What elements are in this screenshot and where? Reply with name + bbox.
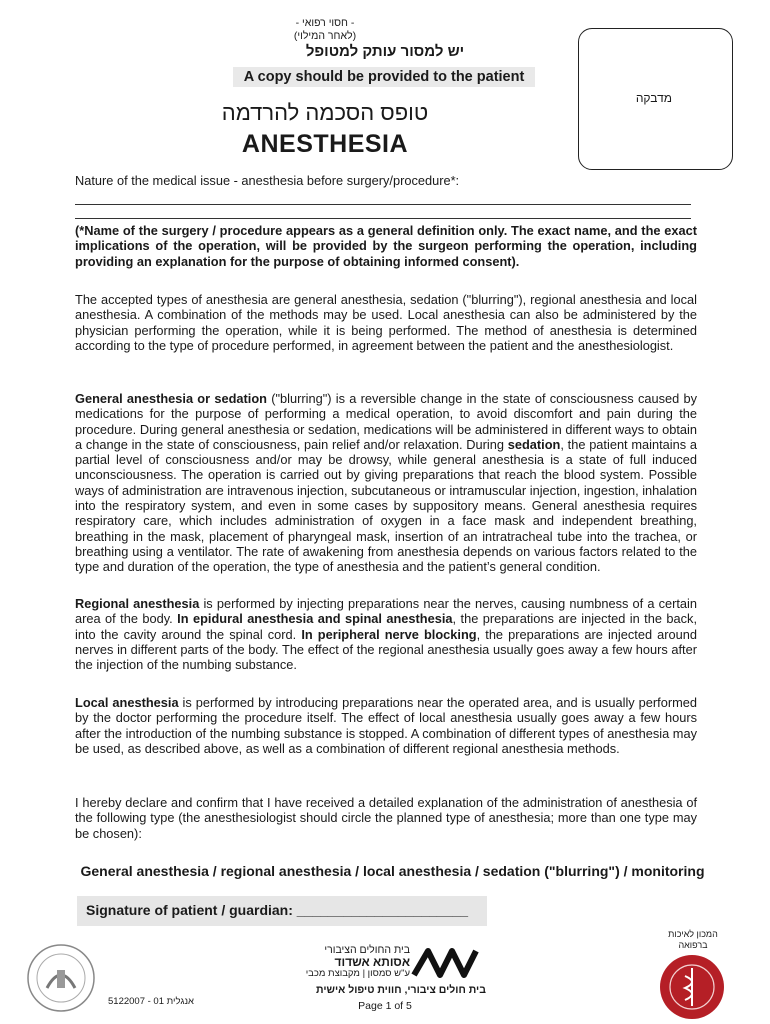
copy-notice-hebrew: יש למסור עותק למטופל <box>305 43 465 60</box>
anesthesiology-society-seal-icon <box>25 942 97 1014</box>
local-anesthesia-term: Local anesthesia <box>75 695 179 710</box>
regional-anesthesia-paragraph: Regional anesthesia is performed by injecting preparations near the nerves, causing numbness of a certain area of the body. In epidural anesthesia and spinal anesthesia, the preparations are injected in the back, into the cavity around the spinal cord. In peripheral nerve blocking, the preparations are injected around nerves in different parts of the body. The effect of the regional anesthesia usually goes away a few hours after the injection of the numbing substance. <box>75 596 698 673</box>
hospital-logo-icon <box>410 945 480 979</box>
form-title: ANESTHESIA <box>241 130 409 158</box>
sticker-label: מדבקה <box>635 91 672 105</box>
anesthesia-type-options[interactable]: General anesthesia / regional anesthesia / local anesthesia / sedation ("blurring") / monitoring <box>80 863 705 879</box>
procedure-note: (*Name of the surgery / procedure appears as a general definition only. The exact name, and the exact implications of the operation, will be provided by the surgeon performing the operation, including providing an explanation for the purpose of obtaining informed consent). <box>75 223 697 269</box>
epidural-term: In epidural anesthesia and spinal anesthesia <box>177 611 453 627</box>
patient-sticker-box <box>578 28 733 170</box>
procedure-line-1[interactable] <box>75 204 691 205</box>
peripheral-term: In peripheral nerve blocking <box>301 626 477 642</box>
hospital-name-block <box>300 944 410 980</box>
procedure-line-2[interactable] <box>75 218 691 219</box>
intro-paragraph: The accepted types of anesthesia are general anesthesia, sedation ("blurring"), regional anesthesia and local anesthesia. A combination of the methods may be used. Local anesthesia can also be administered by the physician performing the operation, while it is being performed. The method of anesthesia is determined according to the type of procedure performed, in agreement between the patient and the anesthesiologist. <box>75 292 697 353</box>
page-number: Page 1 of 5 <box>358 1000 412 1012</box>
nature-label: Nature of the medical issue - anesthesia before surgery/procedure*: <box>75 173 460 188</box>
hospital-name: אסותא אשדוד <box>334 955 410 969</box>
confidential-label: - חסוי רפואי - <box>295 17 355 29</box>
declaration-paragraph: I hereby declare and confirm that I have received a detailed explanation of the administration of anesthesia of the following type (the anesthesiologist should circle the planned type of anesthesia; more than one type may be chosen): <box>75 795 697 841</box>
hospital-tagline: בית חולים ציבורי, חווית טיפול אישית <box>316 984 486 996</box>
form-title-hebrew: טופס הסכמה להרדמה <box>221 100 429 125</box>
signature-field[interactable]: Signature of patient / guardian: ______________________ <box>77 896 487 926</box>
copy-notice-english: A copy should be provided to the patient <box>233 67 535 87</box>
hospital-public-label: בית החולים הציבורי <box>324 944 410 956</box>
after-fill-label: (לאחר המילוי) <box>293 30 357 42</box>
hospital-subtitle: ע"ש סמסון | מקבוצת מכבי <box>305 968 410 979</box>
sedation-term: sedation <box>507 436 561 452</box>
institute-name-block: המכון לאיכות ברפואה <box>668 929 718 950</box>
form-code: 5122007 - 01 אנגלית <box>108 996 195 1007</box>
regional-anesthesia-term: Regional anesthesia <box>75 596 200 611</box>
quality-institute-seal-icon <box>657 952 727 1022</box>
general-anesthesia-paragraph: General anesthesia or sedation ("blurring") is a reversible change in the state of consciousness caused by medications for the purpose of performing a medical operation, to avoid discomfort and pain during the procedure. During general anesthesia or sedation, medications will be administered in different ways to obtain a change in the state of consciousness, pain relief and/or relaxation. During sedation, the patient maintains a partial level of consciousness and/or may be drowsy, while general anesthesia is a state of full induced unconsciousness. The operation is carried out by giving preparations that reach the blood system. Possible ways of administration are intravenous injection, subcutaneous or intramuscular injection, ingestion, inhalation into the respiratory system, and even in some cases by suppository means. General anesthesia requires respiratory care, which includes administration of oxygen in a face mask and independent breathing, breathing in the mask, placement of pharyngeal mask, insertion of an intratracheal tube into the trachea, or breathing using a ventilator. The rate of awakening from anesthesia depends on various factors related to the type and duration of the operation, the type of anesthesia and the patient’s general condition. <box>75 391 697 575</box>
general-anesthesia-term: General anesthesia or sedation <box>75 391 267 406</box>
local-anesthesia-paragraph: Local anesthesia is performed by introducing preparations near the operated area, and is usually performed by the doctor performing the procedure itself. The effect of local anesthesia usually goes away a few hours after the introduction of the numbing substance is stopped. A combination of different types of anesthesia may be used, as described above, as well as a combination of different regional anesthesia methods. <box>75 695 697 756</box>
